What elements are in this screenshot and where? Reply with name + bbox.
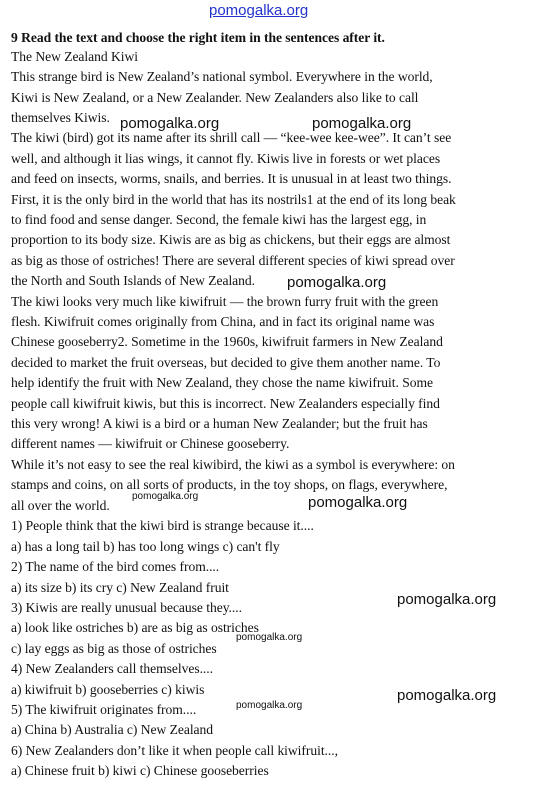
text-line: stamps and coins, on all sorts of products, in the toy shops, on flags, everywhere,: [11, 477, 448, 492]
answer-options: a) look like ostriches b) are as big as ostriches: [11, 620, 259, 635]
watermark-overlay: pomogalka.org: [397, 591, 497, 608]
text-line: themselves Kiwis.: [11, 110, 110, 125]
text-line: different names — kiwifruit or Chinese gooseberry.: [11, 436, 290, 451]
text-line: and feed on insects, worms, snails, and berries. It is unusual in at least two things.: [11, 171, 452, 186]
site-header-watermark: pomogalka.org: [209, 2, 309, 19]
question-line: 4) New Zealanders call themselves....: [11, 661, 213, 676]
watermark-overlay: pomogalka.org: [132, 491, 199, 502]
text-line: decided to market the fruit overseas, but decided to give them another name. To: [11, 355, 441, 370]
answer-options: c) lay eggs as big as those of ostriches: [11, 641, 217, 656]
text-line: The kiwi looks very much like kiwifruit — the brown furry fruit with the green: [11, 294, 439, 309]
watermark-overlay: pomogalka.org: [120, 115, 220, 132]
text-line: First, it is the only bird in the world that has its nostrils1 at the end of its long beak: [11, 192, 456, 207]
watermark-overlay: pomogalka.org: [312, 115, 412, 132]
watermark-overlay: pomogalka.org: [236, 632, 303, 643]
answer-options: a) kiwifruit b) gooseberries c) kiwis: [11, 682, 205, 697]
question-line: 1) People think that the kiwi bird is strange because it....: [11, 518, 314, 533]
answer-options: a) has a long tail b) has too long wings c) can't fly: [11, 539, 280, 554]
question-line: 3) Kiwis are really unusual because they....: [11, 600, 242, 615]
text-line: help identify the fruit with New Zealand, they chose the name kiwifruit. Some: [11, 375, 433, 390]
text-line: Kiwi is New Zealand, or a New Zealander. New Zealanders also like to call: [11, 90, 419, 105]
text-line: the North and South Islands of New Zealand.: [11, 273, 255, 288]
text-line: flesh. Kiwifruit comes originally from China, and in fact its original name was: [11, 314, 435, 329]
text-line: proportion to its body size. Kiwis are as big as chickens, but their eggs are almost: [11, 232, 451, 247]
watermark-overlay: pomogalka.org: [287, 274, 387, 291]
text-line: While it’s not easy to see the real kiwibird, the kiwi as a symbol is everywhere: on: [11, 457, 455, 472]
answer-options: a) China b) Australia c) New Zealand: [11, 722, 214, 737]
answer-options: a) Chinese fruit b) kiwi c) Chinese gooseberries: [11, 763, 269, 778]
watermark-overlay: pomogalka.org: [236, 700, 303, 711]
question-line: 6) New Zealanders don’t like it when people call kiwifruit...,: [11, 743, 338, 758]
text-line: as big as those of ostriches! There are several different species of kiwi spread over: [11, 253, 455, 268]
text-line: well, and although it lias wings, it cannot fly. Kiwis live in forests or wet places: [11, 151, 441, 166]
text-line: Chinese gooseberry2. Sometime in the 1960s, kiwifruit farmers in New Zealand: [11, 334, 443, 349]
text-title: The New Zealand Kiwi: [11, 49, 138, 64]
text-line: to find food and sense danger. Second, the female kiwi has the largest egg, in: [11, 212, 427, 227]
text-line: This strange bird is New Zealand’s national symbol. Everywhere in the world,: [11, 69, 433, 84]
text-line: all over the world.: [11, 498, 110, 513]
text-line: people call kiwifruit kiwis, but this is incorrect. New Zealanders especially find: [11, 396, 440, 411]
text-line: The kiwi (bird) got its name after its shrill call — “kee-wee kee-wee”. It can’t see: [11, 130, 452, 145]
watermark-overlay: pomogalka.org: [397, 687, 497, 704]
text-line: this very wrong! A kiwi is a bird or a human New Zealander; but the fruit has: [11, 416, 428, 431]
question-line: 5) The kiwifruit originates from....: [11, 702, 197, 717]
watermark-overlay: pomogalka.org: [308, 494, 408, 511]
exercise-heading: 9 Read the text and choose the right item in the sentences after it.: [11, 30, 385, 45]
question-line: 2) The name of the bird comes from....: [11, 559, 220, 574]
answer-options: a) its size b) its cry c) New Zealand fruit: [11, 580, 229, 595]
